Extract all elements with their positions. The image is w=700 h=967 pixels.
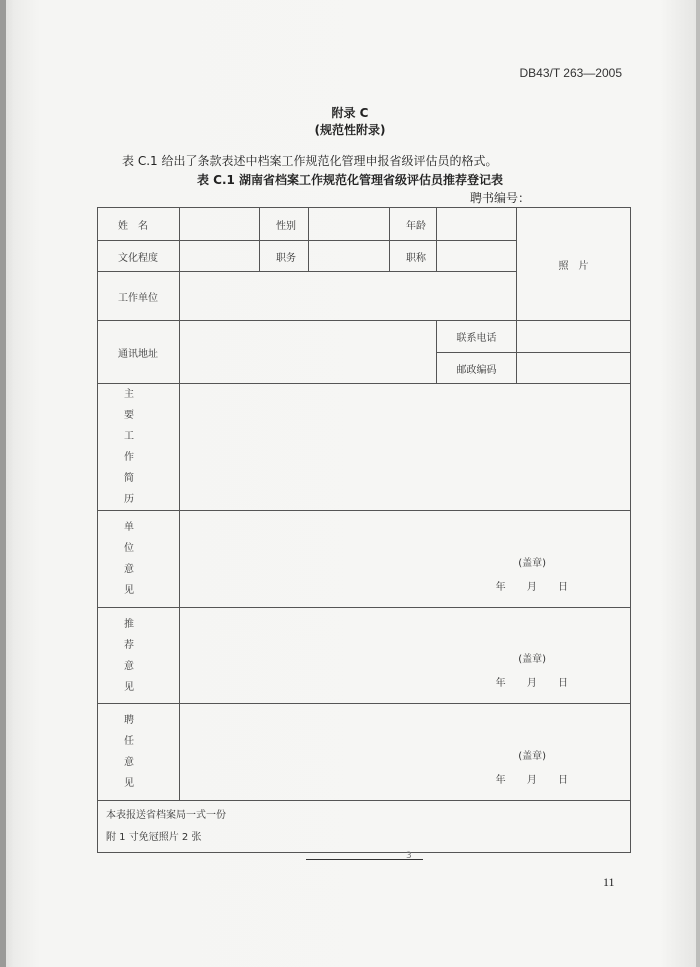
date-label: 年 月 日	[495, 775, 568, 786]
field-postcode[interactable]	[517, 353, 631, 384]
label-duty: 职务	[260, 241, 309, 272]
label-name: 姓 名	[98, 208, 180, 241]
label-unit-opinion: 单 位 意 见	[98, 511, 180, 608]
field-education[interactable]	[180, 241, 260, 272]
label-education: 文化程度	[98, 241, 180, 272]
field-unit-opinion[interactable]	[180, 511, 631, 608]
field-recommend-opinion[interactable]	[180, 608, 631, 704]
field-phone[interactable]	[517, 321, 631, 353]
label-postcode: 邮政编码	[437, 353, 517, 384]
label-title: 职称	[390, 241, 437, 272]
table-title: 表 C.1 湖南省档案工作规范化管理省级评估员推荐登记表	[196, 173, 504, 187]
field-name[interactable]	[180, 208, 260, 241]
scan-edge-left	[0, 0, 6, 967]
label-address: 通讯地址	[98, 321, 180, 384]
form-notes	[98, 801, 631, 853]
footer-mark: 3	[406, 851, 412, 861]
scan-edge-right	[696, 0, 700, 967]
label-phone: 联系电话	[437, 321, 517, 353]
field-workplace[interactable]	[180, 272, 517, 321]
field-appoint-opinion[interactable]	[180, 704, 631, 801]
field-duty[interactable]	[309, 241, 390, 272]
label-resume: 主 要 工 作 简 历	[98, 384, 180, 511]
field-address[interactable]	[180, 321, 437, 384]
seal-label: (盖章)	[518, 654, 546, 665]
label-gender: 性别	[260, 208, 309, 241]
serial-number-label: 聘书编号：	[470, 191, 531, 205]
note-line: 附 1 寸免冠照片 2 张	[106, 831, 202, 843]
label-recommend-opinion: 推 荐 意 见	[98, 608, 180, 704]
seal-label: (盖章)	[518, 558, 546, 569]
photo-box[interactable]: 照 片	[517, 208, 631, 321]
field-resume[interactable]	[180, 384, 631, 511]
label-age: 年龄	[390, 208, 437, 241]
label-appoint-opinion: 聘 任 意 见	[98, 704, 180, 801]
annex-intro: 表 C.1 给出了条款表述中档案工作规范化管理申报省级评估员的格式。	[122, 154, 498, 168]
label-workplace: 工作单位	[98, 272, 180, 321]
note-line: 本表报送省档案局一式一份	[106, 809, 226, 821]
annex-title: 附录 C	[331, 106, 369, 120]
standard-number: DB43/T 263—2005	[519, 66, 622, 80]
field-gender[interactable]	[309, 208, 390, 241]
date-label: 年 月 日	[495, 582, 568, 593]
registration-form	[97, 207, 631, 853]
field-title[interactable]	[437, 241, 517, 272]
field-age[interactable]	[437, 208, 517, 241]
seal-label: (盖章)	[518, 751, 546, 762]
date-label: 年 月 日	[495, 678, 568, 689]
annex-subtitle: (规范性附录)	[314, 123, 386, 137]
page-number: 11	[603, 875, 615, 889]
